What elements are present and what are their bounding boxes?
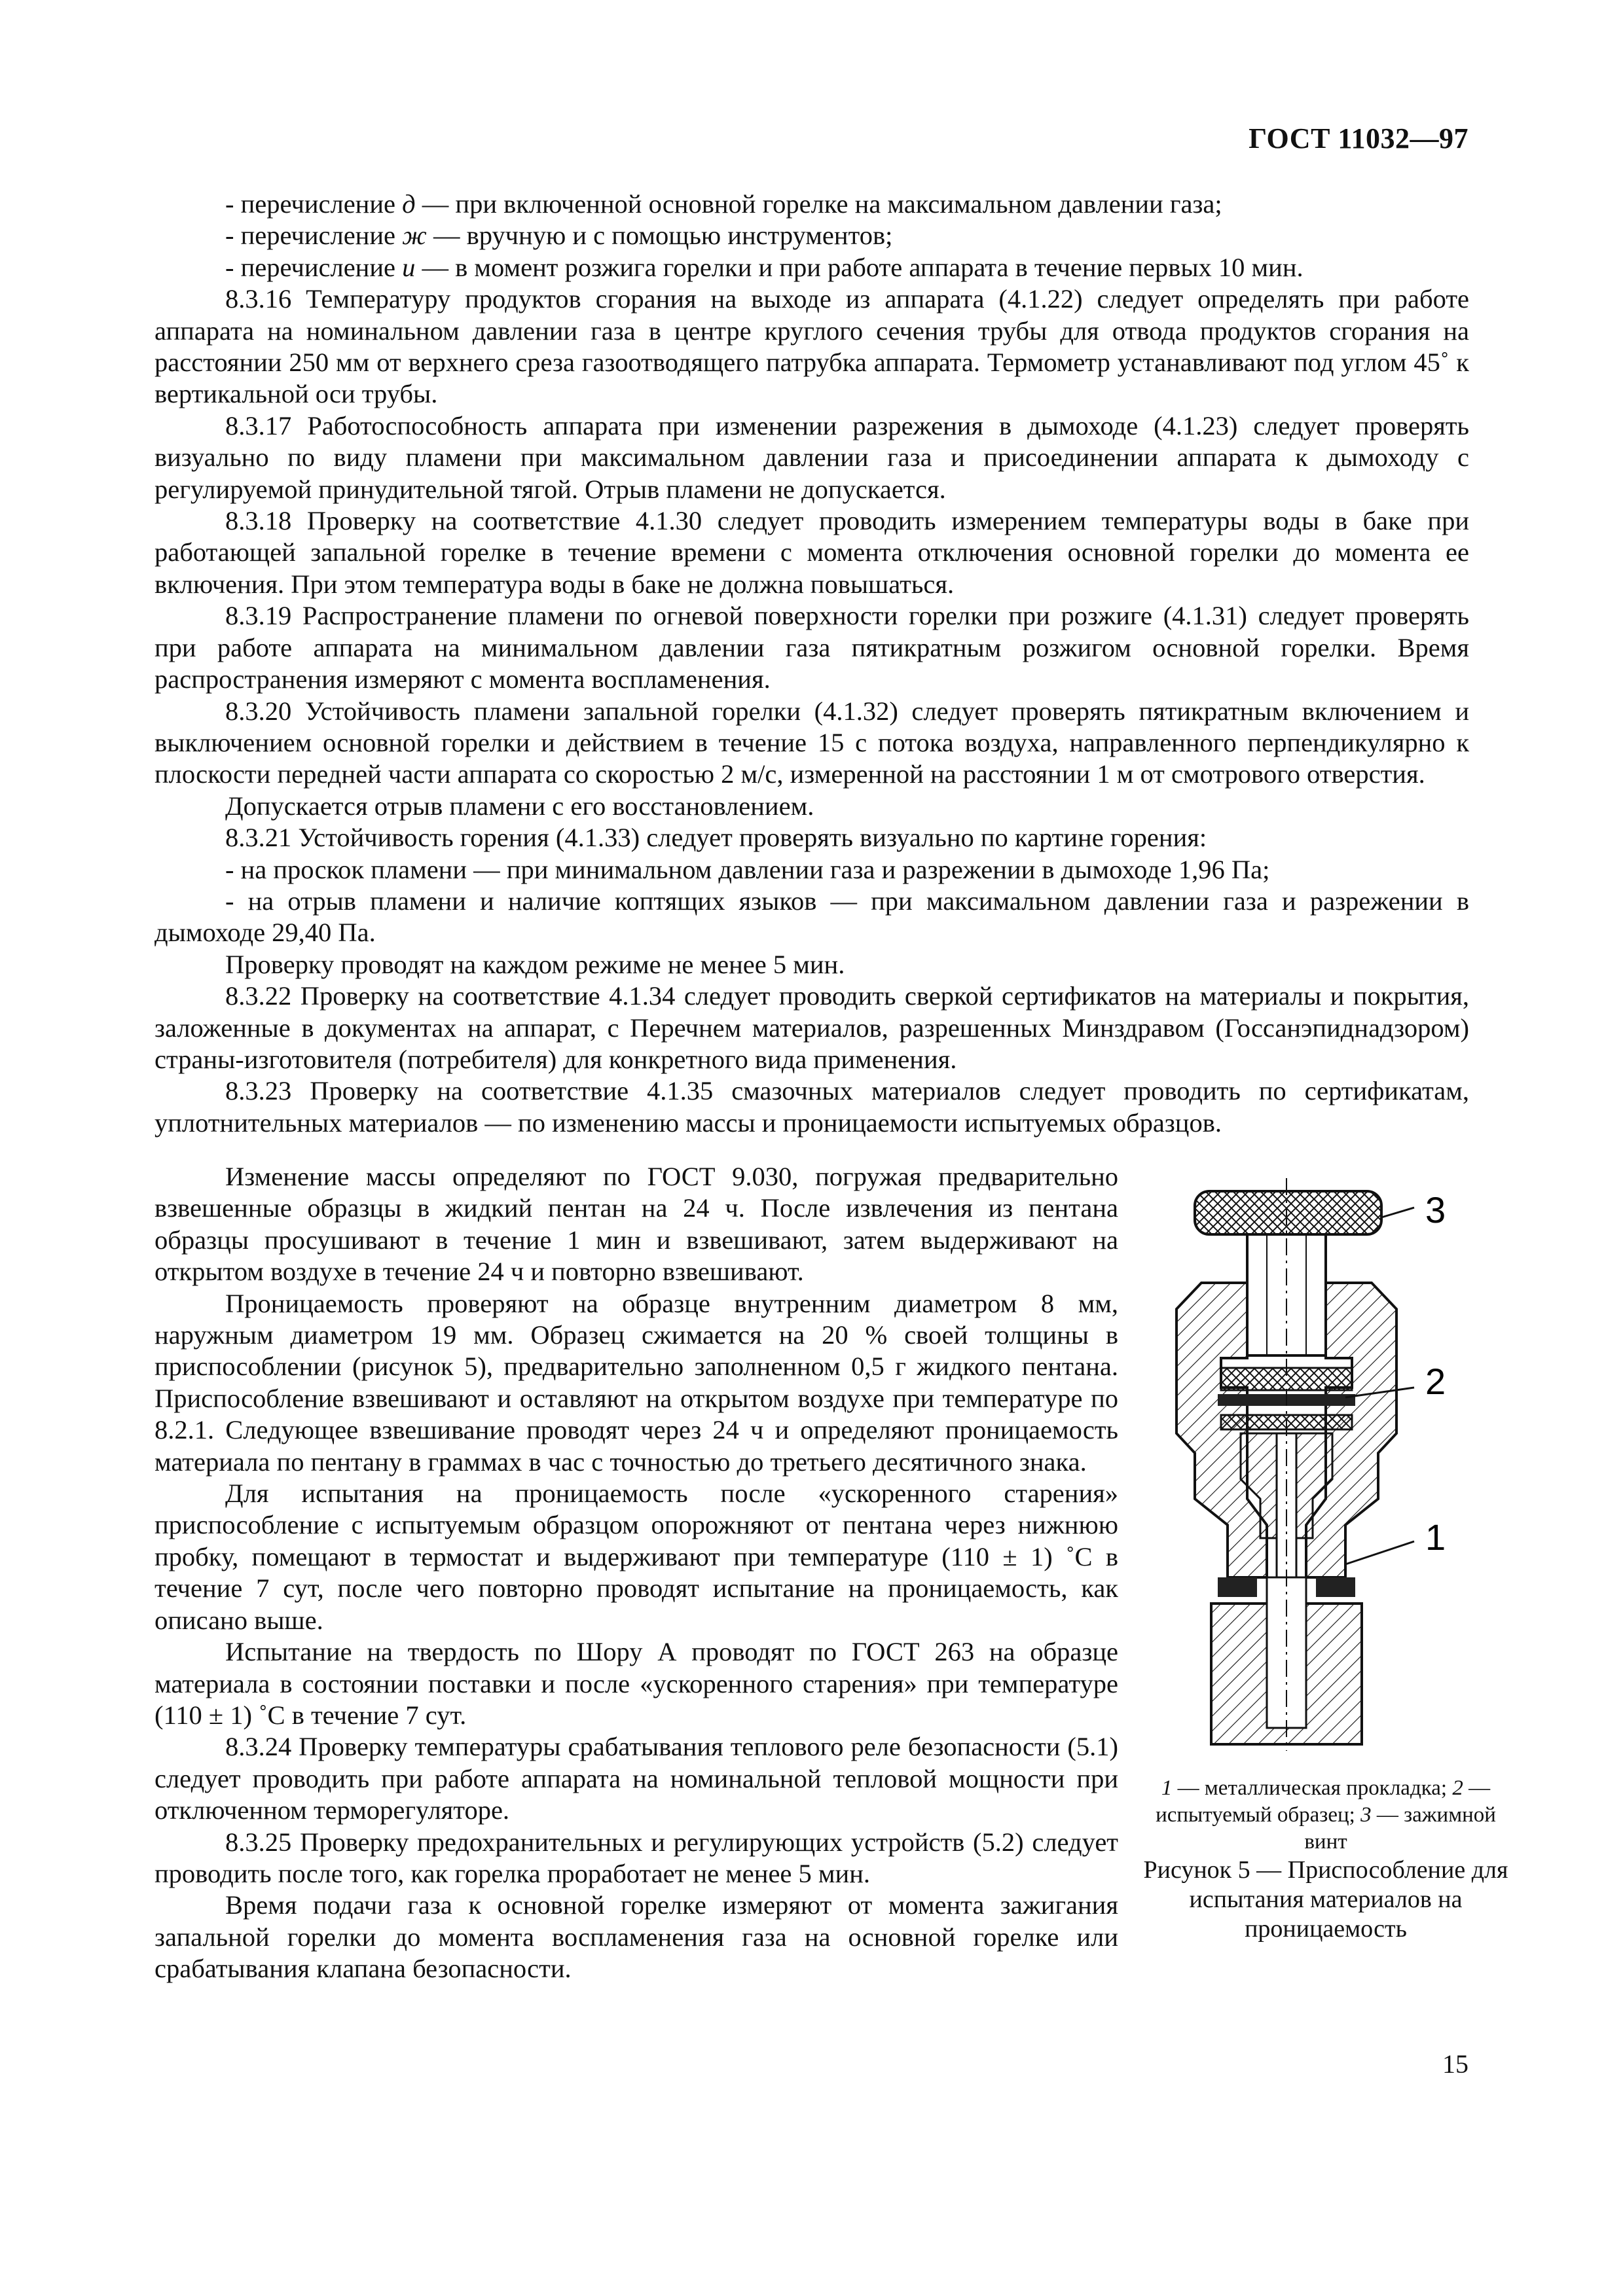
paragraph: 8.3.17 Работоспособность аппарата при изменении разрежения в дымоходе (4.1.23) следует проверять визуально по виду пламени при максимальном давлении газа и присоединении аппарата к дымоходу с регулируемой принудительной тягой. Отрыв пламени не допускается. [155, 410, 1469, 504]
paragraph: 8.3.24 Проверку температуры срабатывания теплового реле безопасности (5.1) следует проводить при работе аппарата на номинальной тепловой мощности при отключенном терморегуляторе. [155, 1732, 1118, 1825]
wrapped-text-block [155, 1161, 1118, 1985]
list-item: - перечисление и — в момент розжига горелки и при работе аппарата в течение первых 10 мин. [225, 252, 1304, 282]
paragraph: Изменение массы определяют по ГОСТ 9.030, погружая предварительно взвешенные образцы в жидкий пентан на 24 ч. После извлечения из пентана образцы просушивают в течение 1 мин и взвешивают, затем выдерживают на открытом воздухе в течение 24 ч и повторно взвешивают. [155, 1162, 1118, 1287]
callout-3: 3 [1425, 1189, 1446, 1230]
callout-2: 2 [1425, 1361, 1446, 1402]
list-item: - на отрыв пламени и наличие коптящих языков — при максимальном давлении газа и разрежении в дымоходе 29,40 Па. [155, 886, 1469, 948]
paragraph: 8.3.25 Проверку предохранительных и регулирующих устройств (5.2) следует проводить после того, как горелка проработает не менее 5 мин. [155, 1827, 1118, 1888]
paragraph: Допускается отрыв пламени с его восстановлением. [225, 791, 814, 821]
paragraph: 8.3.18 Проверку на соответствие 4.1.30 следует проводить измерением температуры воды в баке при работающей запальной горелке в течение времени с момента отключения основной горелки до момента ее включения. При этом температура воды в баке не должна повышаться. [155, 506, 1469, 599]
paragraph: 8.3.23 Проверку на соответствие 4.1.35 смазочных материалов следует проводить по сертификатам, уплотнительных материалов — по изменению массы и проницаемости испытуемых образцов. [155, 1076, 1469, 1138]
permeability-fixture-drawing [1149, 1172, 1489, 1754]
paragraph: Время подачи газа к основной горелке измеряют от момента зажигания запальной горелки до момента воспламенения газа на основной горелке или срабатывания клапана безопасности. [155, 1890, 1118, 1984]
clamp-screw-head [1195, 1191, 1381, 1234]
paragraph: 8.3.22 Проверку на соответствие 4.1.34 следует проводить сверкой сертификатов на материалы и покрытия, заложенные в документах на аппарат, с Перечнем материалов, разрешенных Минздравом (Госсанэпиднадзором) страны-изготовителя (потребителя) для конкретного вида применения. [155, 981, 1469, 1074]
list-item: - перечисление ж — вручную и с помощью инструментов; [225, 221, 893, 251]
paragraph: Проверку проводят на каждом режиме не менее 5 мин. [225, 949, 845, 979]
paragraph: Для испытания на проницаемость после «ускоренного старения» приспособление с испытуемым образцом опорожняют от пентана через нижнюю пробку, помещают в термостат и выдерживают при температуре (110 ± 1) ˚С в течение 7 сут, после чего повторно проводят испытание на проницаемость, как описано выше. [155, 1479, 1118, 1635]
paragraph: 8.3.20 Устойчивость пламени запальной горелки (4.1.32) следует проверять пятикратным включением и выключением основной горелки и действием в течение 15 с потока воздуха, направленного перпендикулярно к плоскости передней части аппарата со скоростью 2 м/с, измеренной на расстоянии 1 м от смотрового отверстия. [155, 696, 1469, 789]
main-text-block [155, 188, 1469, 1139]
list-item: - перечисление д — при включенной основной горелке на максимальном давлении газа; [225, 189, 1222, 219]
paragraph: Проницаемость проверяют на образце внутренним диаметром 8 мм, наружным диаметром 19 мм. Образец сжимается на 20 % своей толщины в приспособлении (рисунок 5), предварительно заполненном 0,5 г жидкого пентана. Приспособление взвешивают и оставляют на открытом воздухе при температуре по 8.2.1. Следующее взвешивание проводят через 24 ч и определяют проницаемость материала по пентану в граммах в час с точностью до третьего десятичного знака. [155, 1288, 1118, 1477]
paragraph: 8.3.19 Распространение пламени по огневой поверхности горелки при розжиге (4.1.31) следует проверять при работе аппарата на минимальном давлении газа пятикратным розжигом основной горелки. Время распространения измеряют с момента воспламенения. [155, 601, 1469, 694]
paragraph: 8.3.21 Устойчивость горения (4.1.33) следует проверять визуально по картине горения: [225, 823, 1207, 853]
figure-caption: Рисунок 5 — Приспособление для испытания материалов на проницаемость [1143, 1856, 1508, 1943]
paragraph: Испытание на твердость по Шору А проводят по ГОСТ 263 на образце материала в состоянии поставки и после «ускоренного старения» при температуре (110 ± 1) ˚С в течение 7 сут. [155, 1637, 1118, 1730]
list-item: - на проскок пламени — при минимальном давлении газа и разрежении в дымоходе 1,96 Па; [225, 854, 1270, 884]
page-number: 15 [1442, 2049, 1468, 2079]
callout-1: 1 [1425, 1516, 1446, 1558]
document-header: ГОСТ 11032—97 [1249, 122, 1468, 154]
paragraph: 8.3.16 Температуру продуктов сгорания на выходе из аппарата (4.1.22) следует определять при работе аппарата на номинальном давлении газа в центре круглого сечения трубы для отвода продуктов сгорания на расстоянии 250 мм от верхнего среза газоотводящего патрубка аппарата. Термометр устанавливают под углом 45˚ к вертикальной оси трубы. [155, 284, 1469, 409]
figure-legend: 1 — металлическая прокладка; 2 — испытуемый образец; 3 — зажимной винт [1156, 1776, 1496, 1854]
